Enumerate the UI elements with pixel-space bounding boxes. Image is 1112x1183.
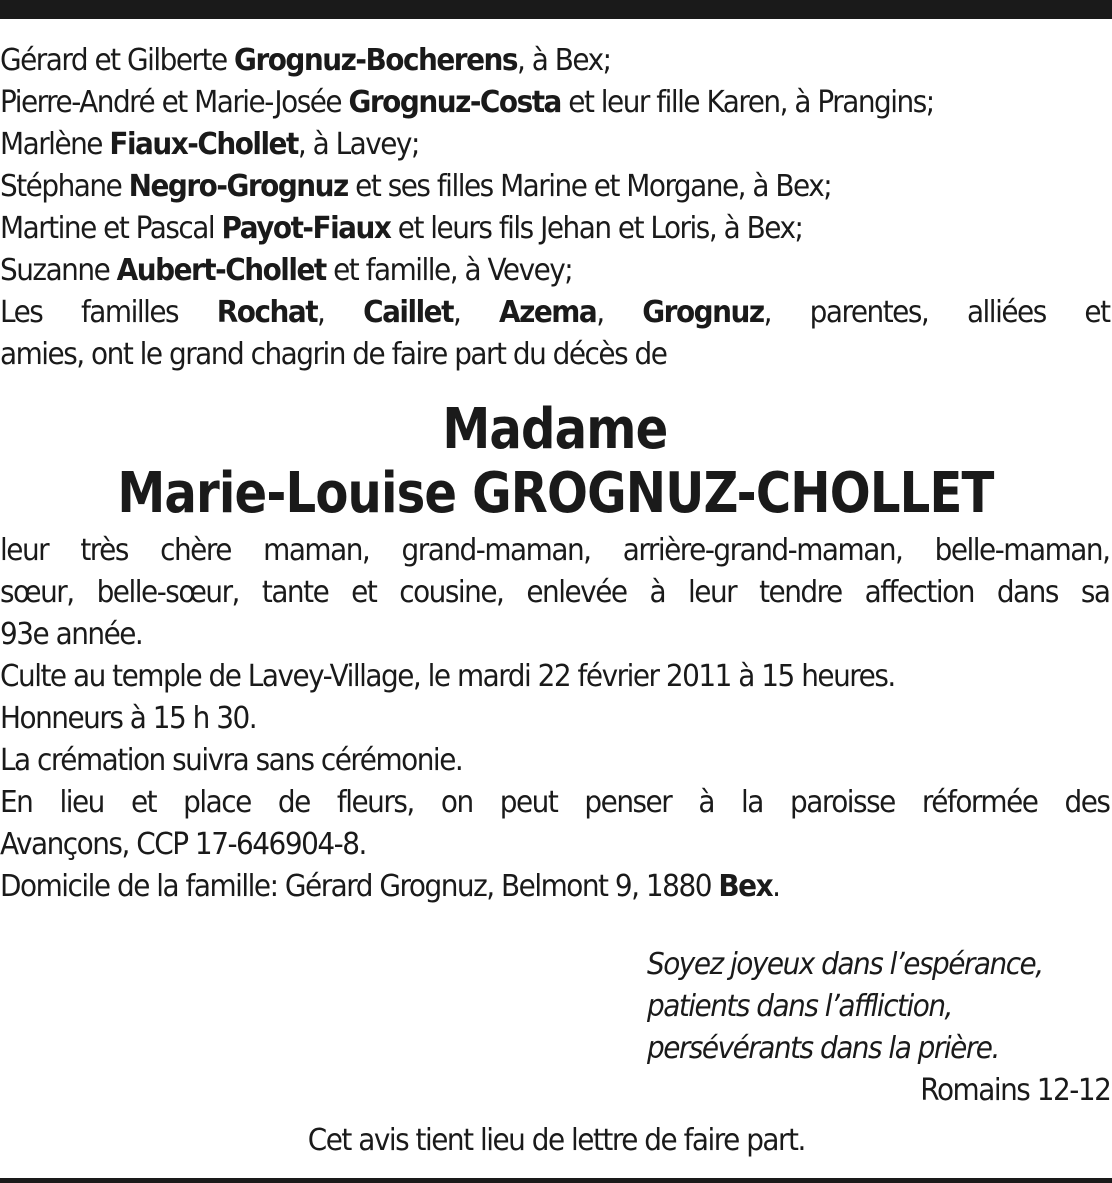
flowers-line: En lieu et place de fleurs, on peut penser à la paroisse réformée des <box>0 785 1110 820</box>
top-rule <box>0 0 1112 19</box>
family-line <box>0 82 1032 124</box>
announcement-line: amies, ont le grand chagrin de faire part du décès de <box>0 337 667 372</box>
family-name: Azema <box>499 295 597 330</box>
text: Martine et Pascal <box>0 211 222 246</box>
family-line <box>0 208 1032 250</box>
description-paragraph <box>0 530 1109 656</box>
quote-line: patients dans l’affliction, <box>647 989 952 1024</box>
family-line <box>0 166 1032 208</box>
families-paragraph <box>0 292 1109 376</box>
quote-line: persévérants dans la prière. <box>647 1031 999 1066</box>
text: , parentes, alliées et <box>763 295 1110 330</box>
family-name: Payot-Fiaux <box>221 211 391 246</box>
text: Stéphane <box>0 169 129 204</box>
quote-source: Romains 12-12 <box>919 1073 1110 1108</box>
domicile-info <box>0 866 1032 908</box>
deceased-title <box>0 398 1110 462</box>
family-line <box>0 124 1032 166</box>
footer-text: Cet avis tient lieu de lettre de faire part. <box>307 1123 805 1158</box>
text: . <box>772 869 780 904</box>
text: Suzanne <box>0 253 117 288</box>
text: , à Bex; <box>517 43 611 78</box>
description-line: leur très chère maman, grand-maman, arrière-grand-maman, belle-maman, <box>0 533 1110 568</box>
text: et leur fille Karen, à Prangins; <box>560 85 934 120</box>
title-text: Madame <box>442 397 668 462</box>
family-name: Grognuz <box>642 295 764 330</box>
text: Gérard et Gilberte <box>0 43 235 78</box>
name-text: Marie-Louise GROGNUZ-CHOLLET <box>116 461 994 526</box>
family-name: Grognuz-Costa <box>348 85 561 120</box>
text: , à Lavey; <box>297 127 419 162</box>
text: et ses filles Marine et Morgane, à Bex; <box>347 169 832 204</box>
deceased-heading <box>0 398 1110 526</box>
family-line <box>0 250 1032 292</box>
family-name: Fiaux-Chollet <box>109 127 298 162</box>
town-name: Bex <box>718 869 773 904</box>
honors-info: Honneurs à 15 h 30. <box>0 701 257 736</box>
text: , <box>452 295 500 330</box>
flowers-paragraph <box>0 782 1109 866</box>
family-name: Rochat <box>216 295 318 330</box>
text: Pierre-André et Marie-Josée <box>0 85 349 120</box>
text: Domicile de la famille: Gérard Grognuz, Belmont 9, 1880 <box>0 869 719 904</box>
quote-line: Soyez joyeux dans l’espérance, <box>647 947 1043 982</box>
text: et famille, à Vevey; <box>325 253 573 288</box>
description-line: sœur, belle-sœur, tante et cousine, enlevée à leur tendre affection dans sa <box>0 575 1110 610</box>
families-line <box>0 292 1109 334</box>
deceased-name <box>0 462 1110 526</box>
bottom-rule <box>0 1178 1112 1183</box>
obituary-notice <box>0 40 1110 908</box>
text: Les familles <box>0 295 217 330</box>
text: et leurs fils Jehan et Loris, à Bex; <box>390 211 803 246</box>
family-name: Grognuz-Bocherens <box>234 43 518 78</box>
text: , <box>596 295 643 330</box>
family-name: Caillet <box>363 295 453 330</box>
footer-note <box>0 1120 1112 1162</box>
text: Marlène <box>0 127 110 162</box>
bible-quote <box>647 944 1072 1070</box>
service-info: Culte au temple de Lavey-Village, le mardi 22 février 2011 à 15 heures. <box>0 659 895 694</box>
flowers-line: Avançons, CCP 17-646904-8. <box>0 827 366 862</box>
text: , <box>317 295 364 330</box>
description-line: 93e année. <box>0 617 143 652</box>
family-line <box>0 40 1032 82</box>
family-name: Aubert-Chollet <box>116 253 326 288</box>
family-name: Negro-Grognuz <box>128 169 348 204</box>
cremation-info: La crémation suivra sans cérémonie. <box>0 743 463 778</box>
